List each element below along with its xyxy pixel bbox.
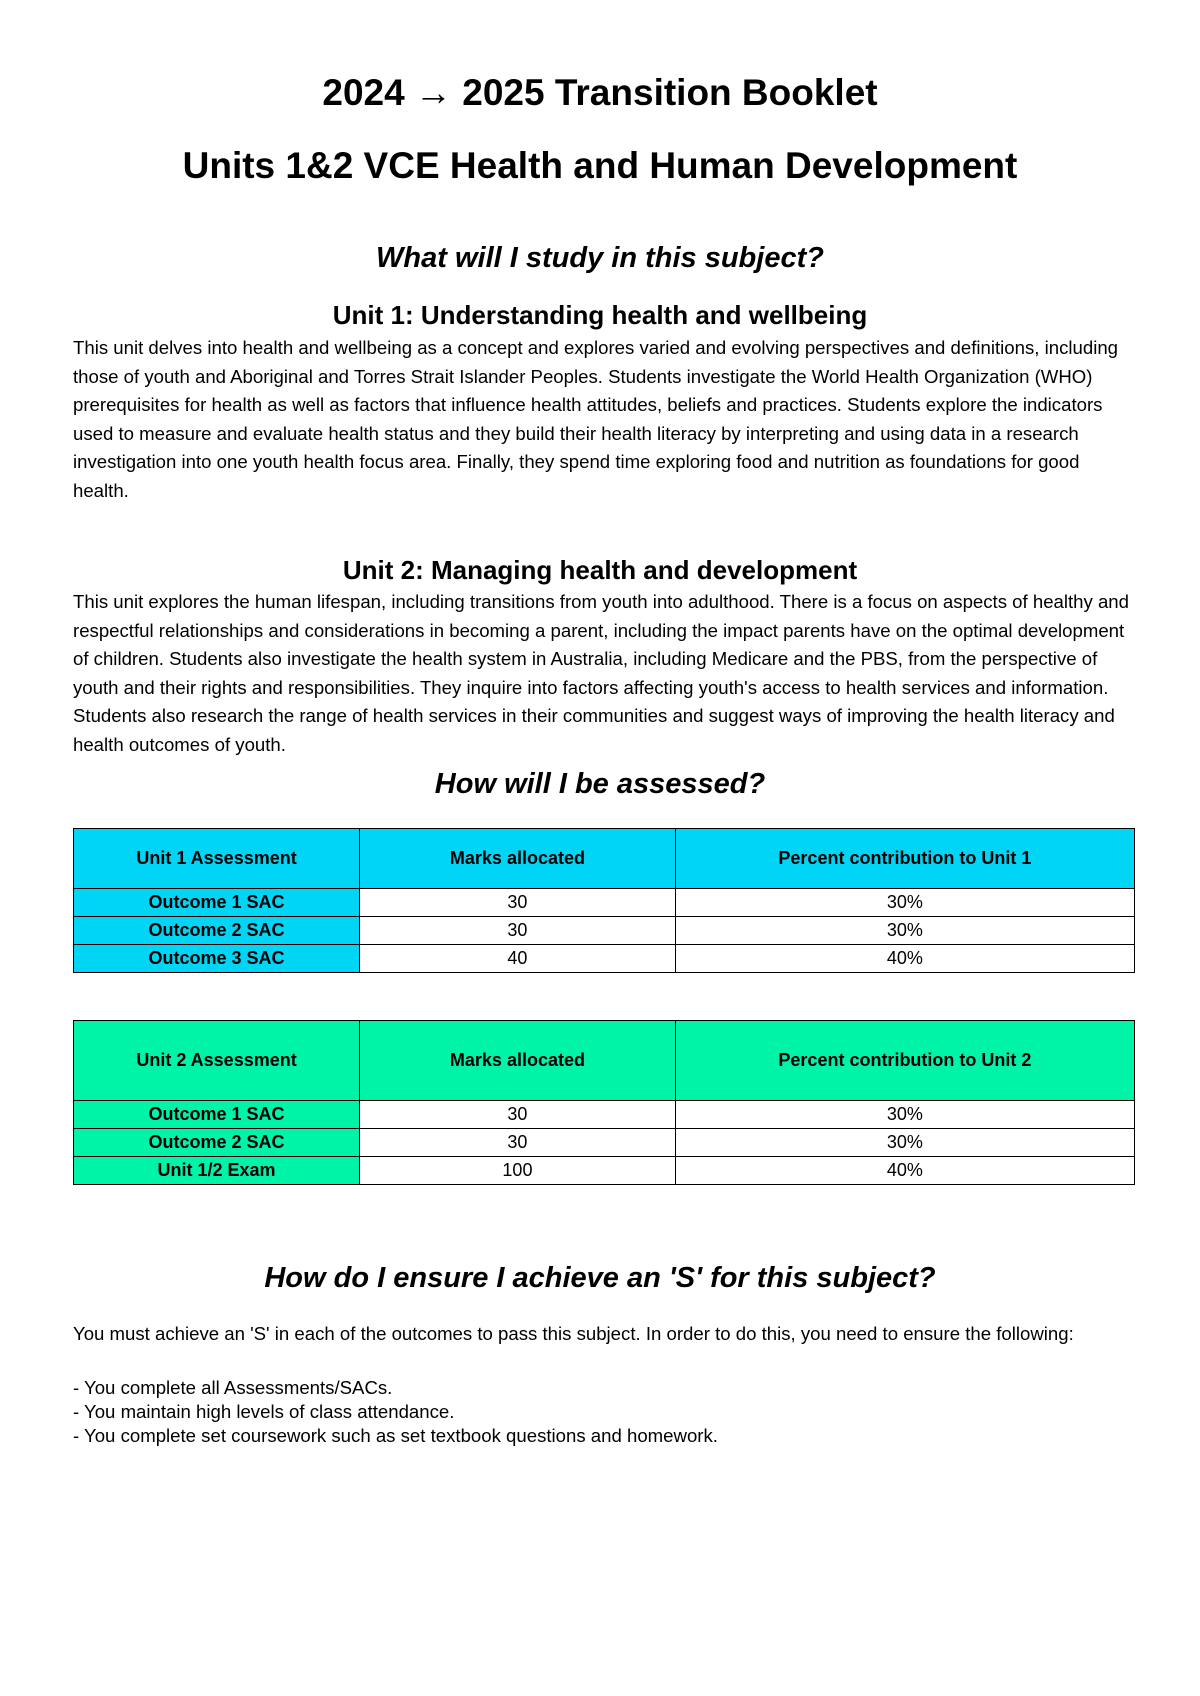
table-cell: 30%	[675, 917, 1134, 945]
table-row	[74, 1101, 1135, 1129]
list-item: - You complete set coursework such as set textbook questions and homework.	[73, 1425, 718, 1446]
table-cell: Outcome 3 SAC	[74, 945, 360, 973]
table-cell: Outcome 2 SAC	[74, 917, 360, 945]
assessment-heading: How will I be assessed?	[434, 768, 766, 800]
list-item: - You maintain high levels of class attendance.	[73, 1401, 455, 1422]
table-cell: 40%	[675, 1157, 1134, 1185]
table-cell: Outcome 1 SAC	[74, 889, 360, 917]
table-header-cell: Unit 2 Assessment	[74, 1021, 360, 1101]
table-row	[74, 917, 1135, 945]
table-cell: 30	[360, 917, 676, 945]
table-cell: 30%	[675, 889, 1134, 917]
study-heading: What will I study in this subject?	[376, 242, 824, 274]
unit2-assessment-table	[73, 1020, 1135, 1185]
document-title: 2024 → 2025 Transition Booklet	[322, 72, 878, 113]
table-cell: 30%	[675, 1101, 1134, 1129]
table-row	[74, 889, 1135, 917]
achieve-intro: You must achieve an 'S' in each of the outcomes to pass this subject. In order to do this, you need to ensure the following:	[73, 1323, 1074, 1344]
table-row	[74, 1157, 1135, 1185]
table-header-row	[74, 829, 1135, 889]
table-cell: 30	[360, 1129, 676, 1157]
table-cell: 40	[360, 945, 676, 973]
table-cell: 40%	[675, 945, 1134, 973]
table-header-cell: Unit 1 Assessment	[74, 829, 360, 889]
table-cell: 30%	[675, 1129, 1134, 1157]
unit2-description: This unit explores the human lifespan, including transitions from youth into adulthood. There is a focus on aspects of healthy and respectful relationships and considerations in becoming a parent, including the impact parents have on the optimal development of children. Students also investigate the health system in Australia, including Medicare and the PBS, from the perspective of youth and their rights and responsibilities. They inquire into factors affecting youth's access to health services and information. Students also research the range of health services in their communities and suggest ways of improving the health literacy and health outcomes of youth.	[73, 591, 1129, 755]
unit2-heading: Unit 2: Managing health and development	[342, 555, 858, 585]
table-cell: Outcome 2 SAC	[74, 1129, 360, 1157]
table-cell: 100	[360, 1157, 676, 1185]
unit1-heading: Unit 1: Understanding health and wellbeing	[332, 300, 868, 330]
table-header-cell: Percent contribution to Unit 1	[675, 829, 1134, 889]
table-row	[74, 945, 1135, 973]
table-header-cell: Percent contribution to Unit 2	[675, 1021, 1134, 1101]
document-subtitle: Units 1&2 VCE Health and Human Development	[182, 145, 1018, 186]
table-cell: 30	[360, 1101, 676, 1129]
list-item: - You complete all Assessments/SACs.	[73, 1377, 393, 1398]
table-header-cell: Marks allocated	[360, 1021, 676, 1101]
unit1-assessment-table	[73, 828, 1135, 973]
table-cell: Unit 1/2 Exam	[74, 1157, 360, 1185]
achieve-heading: How do I ensure I achieve an 'S' for this subject?	[264, 1262, 936, 1294]
unit1-description: This unit delves into health and wellbeing as a concept and explores varied and evolving perspectives and definitions, including those of youth and Aboriginal and Torres Strait Islander Peoples. Students investigate the World Health Organization (WHO) prerequisites for health as well as factors that influence health attitudes, beliefs and practices. Students explore the indicators used to measure and evaluate health status and they build their health literacy by interpreting and using data in a research investigation into one youth health focus area. Finally, they spend time exploring food and nutrition as foundations for good health.	[73, 337, 1119, 501]
table-header-row	[74, 1021, 1135, 1101]
table-header-cell: Marks allocated	[360, 829, 676, 889]
table-cell: 30	[360, 889, 676, 917]
table-row	[74, 1129, 1135, 1157]
table-cell: Outcome 1 SAC	[74, 1101, 360, 1129]
